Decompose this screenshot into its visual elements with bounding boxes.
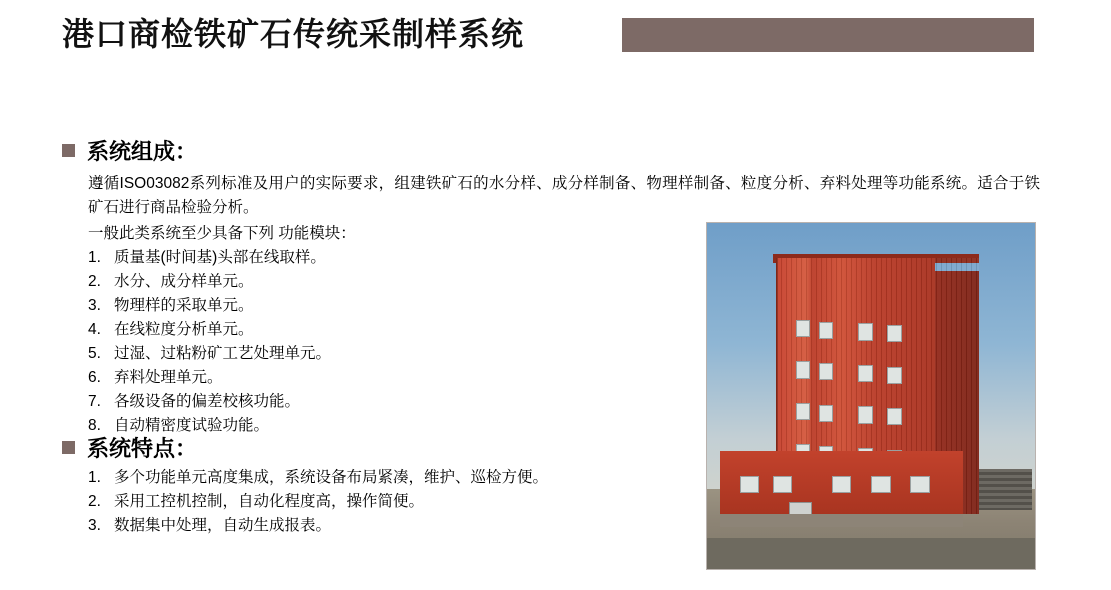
list-text: 自动精密度试验功能。 xyxy=(114,417,270,434)
building-window xyxy=(796,320,811,337)
pipe-stack xyxy=(979,469,1031,511)
building-window xyxy=(819,363,834,380)
building-window xyxy=(819,405,834,422)
list-text: 水分、成分样单元。 xyxy=(114,273,254,290)
building-window xyxy=(796,403,811,420)
building-window xyxy=(887,408,902,425)
list-item xyxy=(88,514,688,538)
list-index: 3. xyxy=(88,517,101,534)
section-heading-composition xyxy=(62,135,197,166)
photo-road xyxy=(707,538,1035,569)
list-index: 4. xyxy=(88,321,101,338)
building-window xyxy=(796,361,811,378)
section-body-features xyxy=(88,466,688,538)
features-list xyxy=(88,466,688,538)
list-index: 6. xyxy=(88,369,101,386)
list-text: 数据集中处理，自动生成报表。 xyxy=(114,517,332,534)
building-window xyxy=(740,476,760,493)
building-base-strip xyxy=(720,514,963,528)
list-index: 1. xyxy=(88,469,101,486)
composition-paragraph: 遵循ISO03082系列标准及用户的实际要求，组建铁矿石的水分样、成分样制备、物理样制备、粒度分析、弃料处理等功能系统。适合于铁矿石进行商品检验分析。 xyxy=(88,175,1040,216)
list-index: 5. xyxy=(88,345,101,362)
list-text: 各级设备的偏差校核功能。 xyxy=(114,393,301,410)
list-text: 质量基(时间基)头部在线取样。 xyxy=(114,249,326,266)
building-window xyxy=(887,325,902,342)
building-window xyxy=(858,323,873,340)
facility-photo xyxy=(706,222,1036,570)
square-bullet-icon xyxy=(62,144,75,157)
building-window xyxy=(910,476,930,493)
list-index: 2. xyxy=(88,273,101,290)
composition-sublabel: 一般此类系统至少具备下列 功能模块： xyxy=(88,225,356,242)
list-index: 2. xyxy=(88,493,101,510)
list-index: 1. xyxy=(88,249,101,266)
list-text: 采用工控机控制，自动化程度高，操作简便。 xyxy=(114,493,425,510)
building-window xyxy=(887,367,902,384)
list-text: 弃料处理单元。 xyxy=(114,369,223,386)
building-window xyxy=(858,406,873,423)
building-window xyxy=(832,476,852,493)
list-text: 多个功能单元高度集成，系统设备布局紧凑，维护、巡检方便。 xyxy=(114,469,549,486)
section-title-composition: 系统组成： xyxy=(87,139,198,164)
header xyxy=(0,0,1111,62)
list-item xyxy=(88,490,688,514)
list-index: 7. xyxy=(88,393,101,410)
section-title-features: 系统特点： xyxy=(87,436,198,461)
page-title: 港口商检铁矿石传统采制样系统 xyxy=(62,16,525,52)
building-window xyxy=(858,365,873,382)
list-item xyxy=(88,466,688,490)
section-heading-features xyxy=(62,432,197,463)
building-window xyxy=(773,476,793,493)
list-text: 过湿、过粘粉矿工艺处理单元。 xyxy=(114,345,332,362)
building-window xyxy=(819,322,834,339)
square-bullet-icon xyxy=(62,441,75,454)
list-text: 在线粒度分析单元。 xyxy=(114,321,254,338)
building-window xyxy=(871,476,891,493)
header-accent-bar xyxy=(622,18,1034,52)
list-text: 物理样的采取单元。 xyxy=(114,297,254,314)
list-index: 3. xyxy=(88,297,101,314)
list-index: 8. xyxy=(88,417,101,434)
